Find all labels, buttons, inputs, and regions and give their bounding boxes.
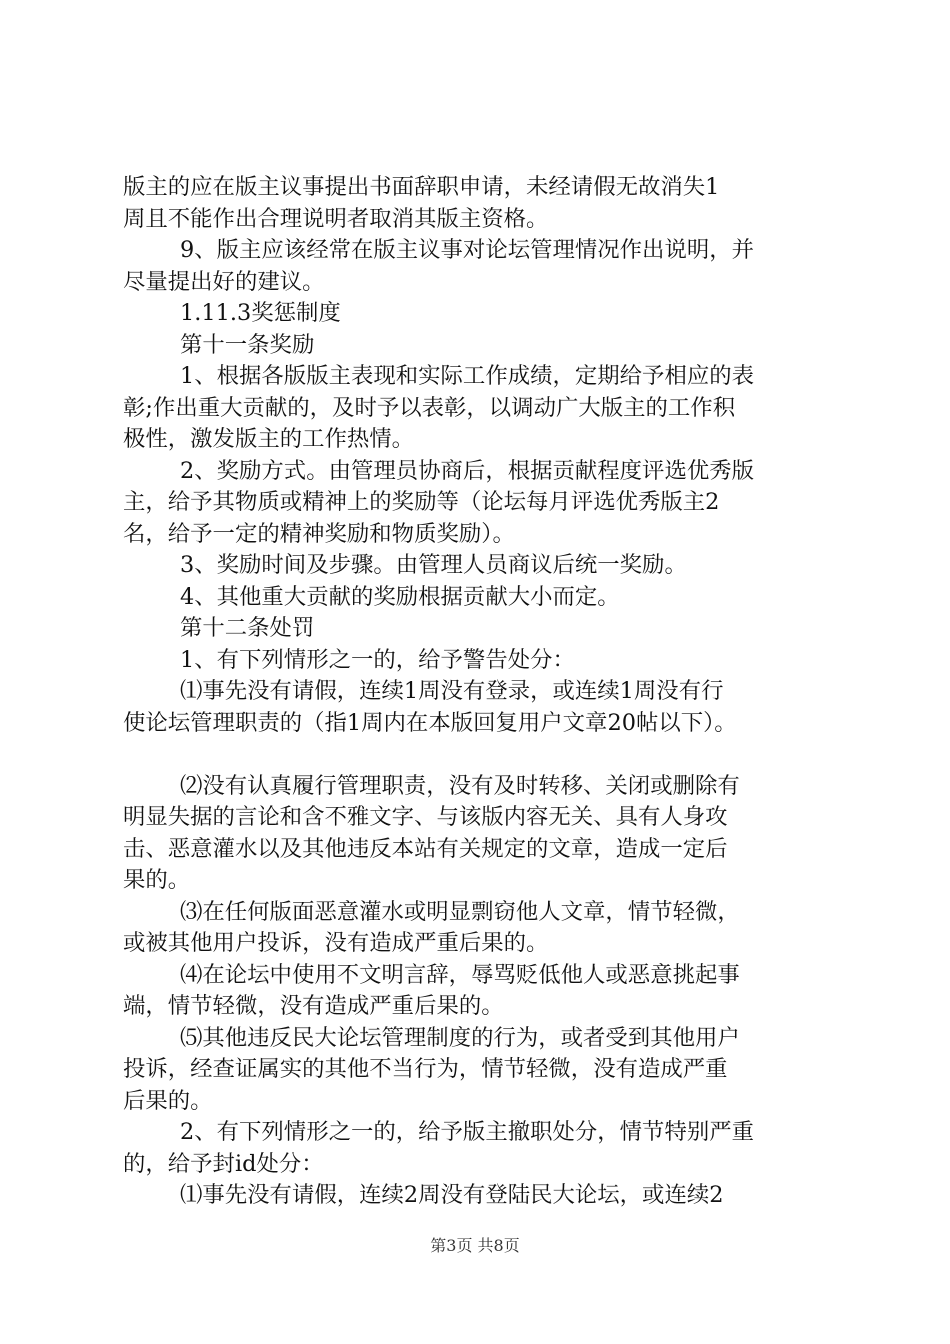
section-heading: 1.11.3奖惩制度 bbox=[180, 300, 341, 326]
text-line: ⑷在论坛中使用不文明言辞，辱骂贬低他人或恶意挑起事 bbox=[180, 961, 740, 988]
text-line: 2、奖励方式。由管理员协商后，根据贡献程度评选优秀版 bbox=[180, 457, 755, 484]
text-line: 1、有下列情形之一的，给予警告处分： bbox=[180, 646, 575, 673]
text-line: 2、有下列情形之一的，给予版主撤职处分，情节特别严重 bbox=[180, 1119, 755, 1145]
article-heading: 第十二条处罚 bbox=[180, 615, 315, 641]
text-line: ⑴事先没有请假，连续1周没有登录，或连续1周没有行 bbox=[180, 678, 724, 704]
article-heading: 第十一条奖励 bbox=[180, 331, 315, 358]
document-body bbox=[123, 172, 833, 1212]
text-line: 果的。 bbox=[123, 867, 191, 893]
text-line: 极性，激发版主的工作热情。 bbox=[123, 426, 415, 452]
page-number-footer: 第3页 共8页 bbox=[430, 1236, 520, 1255]
text-line: 后果的。 bbox=[123, 1087, 213, 1114]
text-line: 周且不能作出合理说明者取消其版主资格。 bbox=[123, 205, 549, 232]
text-line: 9、版主应该经常在版主议事对论坛管理情况作出说明，并 bbox=[180, 237, 755, 263]
text-line: 使论坛管理职责的（指1周内在本版回复用户文章20帖以下）。 bbox=[123, 709, 737, 736]
text-line: 版主的应在版主议事提出书面辞职申请，未经请假无故消失1 bbox=[123, 174, 720, 200]
text-line: 端，情节轻微，没有造成严重后果的。 bbox=[123, 993, 504, 1019]
text-line: 尽量提出好的建议。 bbox=[123, 268, 325, 295]
text-line: ⑸其他违反民大论坛管理制度的行为，或者受到其他用户 bbox=[180, 1024, 740, 1051]
text-line: 击、恶意灌水以及其他违反本站有关规定的文章，造成一定后 bbox=[123, 835, 728, 862]
text-line: 明显失据的言论和含不雅文字、与该版内容无关、具有人身攻 bbox=[123, 804, 728, 830]
text-line: 的，给予封id处分： bbox=[123, 1150, 324, 1177]
text-line: ⑴事先没有请假，连续2周没有登陆民大论坛，或连续2 bbox=[180, 1182, 724, 1208]
text-line: 主，给予其物质或精神上的奖励等（论坛每月评选优秀版主2 bbox=[123, 489, 720, 515]
text-line: 彰;作出重大贡献的，及时予以表彰，以调动广大版主的工作积 bbox=[123, 394, 736, 421]
text-line: 名，给予一定的精神奖励和物质奖励）。 bbox=[123, 520, 515, 547]
text-line: 或被其他用户投诉，没有造成严重后果的。 bbox=[123, 930, 549, 956]
text-line: ⑵没有认真履行管理职责，没有及时转移、关闭或删除有 bbox=[180, 772, 740, 799]
text-line: 1、根据各版版主表现和实际工作成绩，定期给予相应的表 bbox=[180, 363, 755, 389]
text-line: ⑶在任何版面恶意灌水或明显剽窃他人文章，情节轻微， bbox=[180, 898, 740, 925]
text-line: 投诉，经查证属实的其他不当行为，情节轻微，没有造成严重 bbox=[123, 1056, 728, 1082]
text-line: 3、奖励时间及步骤。由管理人员商议后统一奖励。 bbox=[180, 552, 687, 578]
text-line: 4、其他重大贡献的奖励根据贡献大小而定。 bbox=[180, 583, 620, 610]
